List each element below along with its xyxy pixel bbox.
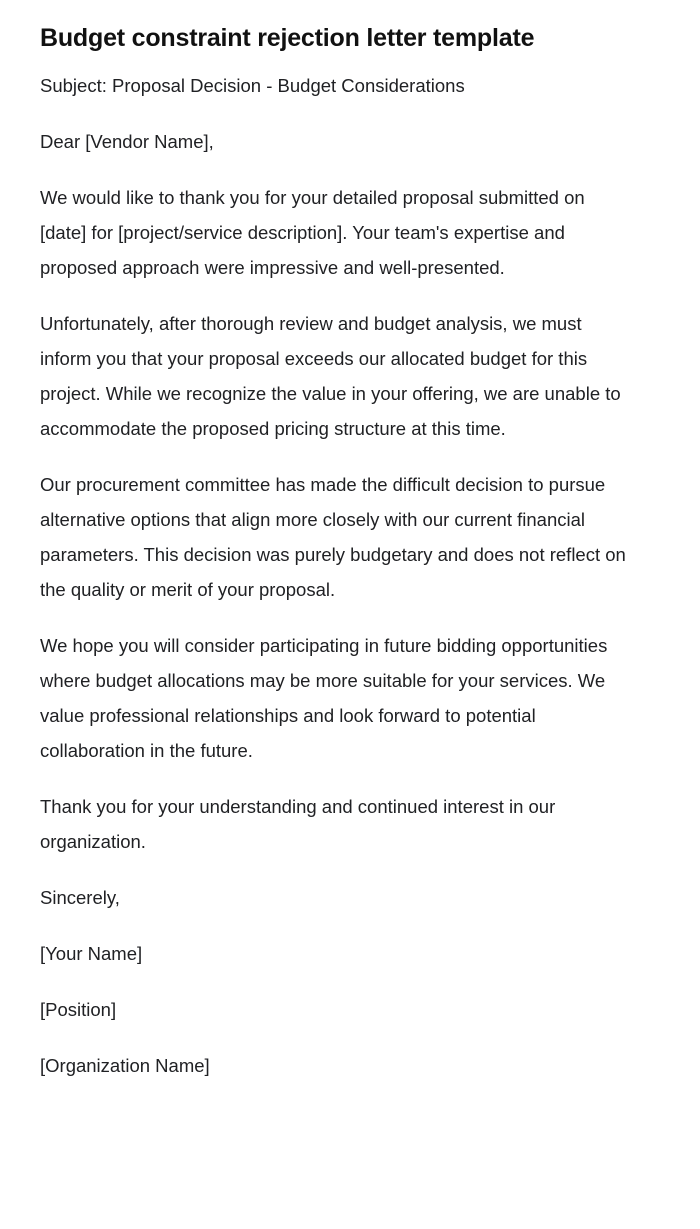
signature-organization-name: [Organization Name] — [40, 1055, 210, 1076]
signature-position: [Position] — [40, 999, 117, 1020]
subject-line: Subject: Proposal Decision - Budget Considerations — [40, 75, 465, 96]
page-title: Budget constraint rejection letter template — [40, 24, 535, 52]
body-paragraph-1: We would like to thank you for your detailed proposal submitted on [date] for [project/service description]. Your team's expertise and proposed approach were impressive and well-presented. — [40, 187, 585, 278]
body-paragraph-3: Our procurement committee has made the difficult decision to pursue alternative options that align more closely with our current financial parameters. This decision was purely budgetary and does not reflect on the quality or merit of your proposal. — [40, 474, 626, 600]
body-paragraph-5: Thank you for your understanding and continued interest in our organization. — [40, 796, 556, 852]
body-paragraph-4: We hope you will consider participating in future bidding opportunities where budget allocations may be more suitable for your services. We value professional relationships and look forward to potential collaboration in the future. — [40, 635, 608, 761]
salutation: Dear [Vendor Name], — [40, 131, 214, 152]
closing-salutation: Sincerely, — [40, 887, 120, 908]
signature-your-name: [Your Name] — [40, 943, 143, 964]
body-paragraph-2: Unfortunately, after thorough review and budget analysis, we must inform you that your proposal exceeds our allocated budget for this project. While we recognize the value in your offering, we are unable to accommodate the proposed pricing structure at this time. — [40, 313, 621, 439]
